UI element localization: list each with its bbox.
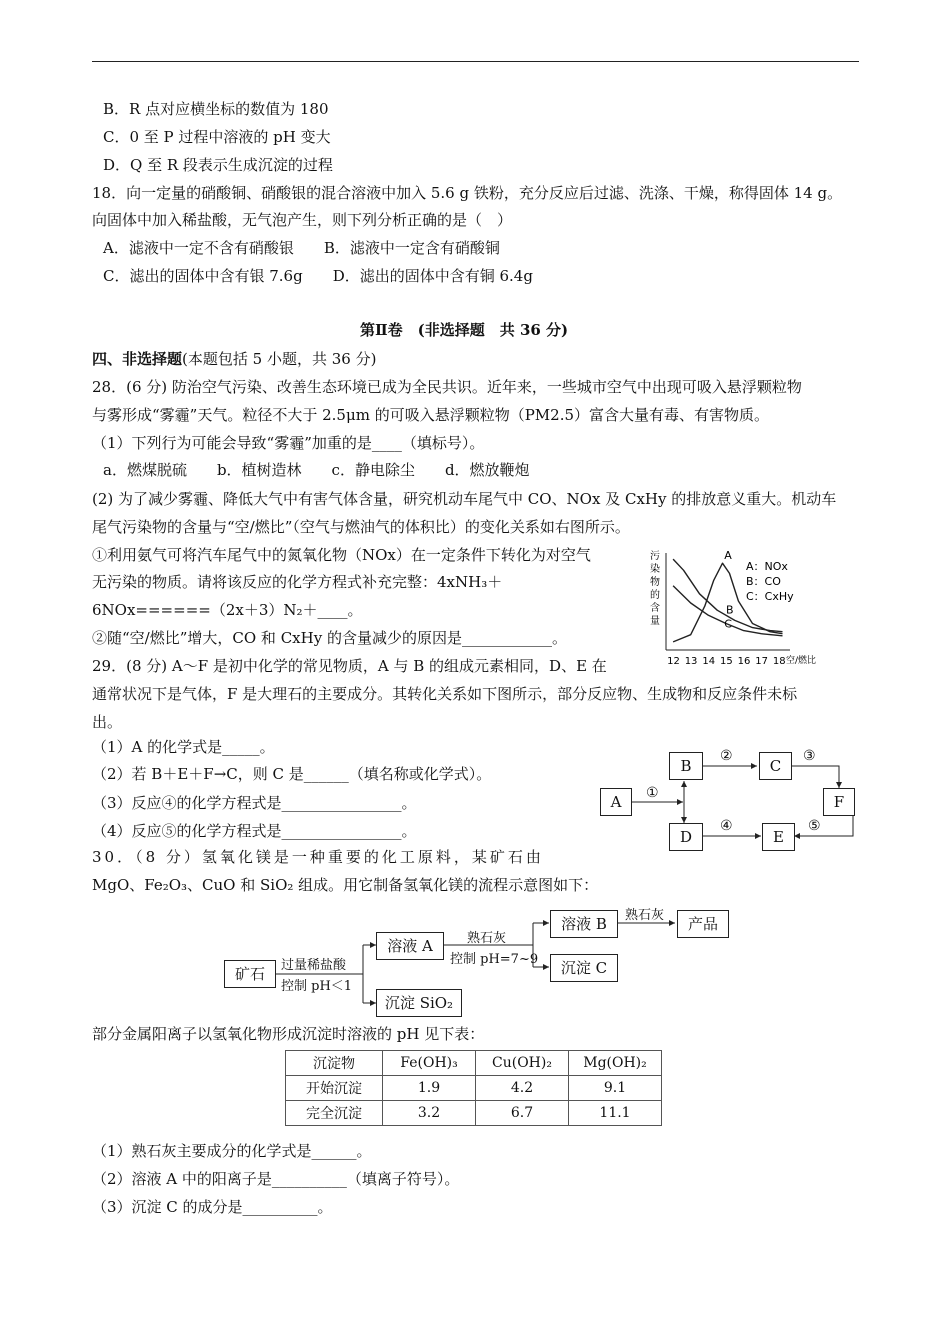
- q29-sub-2: （2）若 B＋E＋F→C，则 C 是______（填名称或化学式）。: [92, 765, 492, 783]
- q28-line-8: 无污染的物质。请将该反应的化学方程式补充完整：4xNH₃＋: [92, 573, 503, 591]
- node-a: A: [600, 788, 632, 816]
- node-e: E: [762, 823, 795, 851]
- chart-ylabel-2: 染: [650, 564, 660, 575]
- q17-option-c: C．0 至 P 过程中溶液的 pH 变大: [103, 128, 331, 146]
- flow-step3-top: 熟石灰: [625, 908, 665, 923]
- ph-cell: 11.1: [569, 1101, 662, 1126]
- q30-table-intro: 部分金属阳离子以氢氧化物形成沉淀时溶液的 pH 见下表：: [92, 1025, 485, 1043]
- q29-line-1: 29．(8 分) A～F 是初中化学的常见物质，A 与 B 的组成元素相同，D、E 在: [92, 657, 607, 675]
- x-tick-label: 14: [702, 656, 716, 667]
- series-label-b: B: [726, 603, 734, 617]
- q18-stem-2: 向固体中加入稀盐酸，无气泡产生，则下列分析正确的是（ ）: [92, 211, 513, 229]
- node-d: D: [669, 823, 703, 851]
- ph-cell: 3.2: [383, 1101, 476, 1126]
- chart-legend-a: A：NOx: [746, 560, 788, 573]
- q28-line-3: （1）下列行为可能会导致“雾霾”加重的是____（填标号）。: [92, 434, 485, 452]
- flow-ore: 矿石: [224, 960, 276, 988]
- q30-line-2: MgO、Fe₂O₃、CuO 和 SiO₂ 组成。用它制备氢氧化镁的流程示意图如下：: [92, 876, 599, 894]
- ph-header-cell: Cu(OH)₂: [476, 1051, 569, 1076]
- ph-cell: 9.1: [569, 1076, 662, 1101]
- ph-header-cell: Mg(OH)₂: [569, 1051, 662, 1076]
- ph-cell: 4.2: [476, 1076, 569, 1101]
- chart-ylabel-3: 物: [650, 577, 660, 588]
- q30-sub-3: （3）沉淀 C 的成分是__________。: [92, 1198, 333, 1216]
- flow-step2-bottom: 控制 pH=7~9: [450, 952, 539, 967]
- part4-heading-row: [92, 349, 376, 369]
- edge-4: ④: [720, 818, 733, 834]
- q17-option-d: D．Q 至 R 段表示生成沉淀的过程: [103, 156, 333, 174]
- q18-options-row2: C．滤出的固体中含有银 7.6g D．滤出的固体中含有铜 6.4g: [103, 267, 533, 285]
- node-f: F: [823, 788, 855, 816]
- flow-step1-bottom: 控制 pH＜1: [281, 979, 353, 994]
- q28-line-6: 尾气污染物的含量与“空/燃比”（空气与燃油气的体积比）的变化关系如右图所示。: [92, 518, 630, 536]
- q29-sub-1: （1）A 的化学式是_____。: [92, 738, 275, 756]
- edge-1: ①: [646, 785, 659, 801]
- node-b: B: [669, 752, 703, 780]
- chart-legend-b: B：CO: [746, 575, 781, 588]
- x-tick-label: 12: [667, 656, 680, 667]
- edge-3: ③: [803, 748, 816, 764]
- flow-solution-b: 溶液 B: [550, 910, 618, 938]
- q29-sub-3: （3）反应④的化学方程式是________________。: [92, 794, 417, 812]
- pollutant-chart: [640, 545, 860, 670]
- q29-line-3: 出。: [92, 713, 123, 731]
- ph-cell: 开始沉淀: [286, 1076, 383, 1101]
- top-rule: [92, 61, 859, 62]
- ph-table: [285, 1050, 662, 1126]
- flow-solution-a: 溶液 A: [376, 932, 444, 960]
- part4-note: (本题包括 5 小题，共 36 分): [182, 350, 377, 368]
- flow-precip-c: 沉淀 C: [550, 954, 618, 982]
- chart-ylabel-1: 污: [650, 551, 660, 562]
- ph-cell: 1.9: [383, 1076, 476, 1101]
- q30-sub-1: （1）熟石灰主要成分的化学式是______。: [92, 1142, 372, 1160]
- q17-option-b: B．R 点对应横坐标的数值为 180: [103, 100, 329, 118]
- chart-xlabel: 空/燃比: [786, 656, 817, 666]
- flow-step1-top: 过量稀盐酸: [281, 958, 347, 973]
- q18-options-row1: A．滤液中一定不含有硝酸银 B．滤液中一定含有硝酸铜: [103, 239, 500, 257]
- q30-sub-2: （2）溶液 A 中的阳离子是__________（填离子符号）。: [92, 1170, 460, 1188]
- flow-precip-sio2: 沉淀 SiO₂: [376, 989, 462, 1017]
- ph-header-cell: Fe(OH)₃: [383, 1051, 476, 1076]
- q29-sub-4: （4）反应⑤的化学方程式是________________。: [92, 822, 417, 840]
- q28-line-7: ①利用氨气可将汽车尾气中的氮氧化物（NOx）在一定条件下转化为对空气: [92, 546, 591, 564]
- chart-ylabel-6: 量: [650, 616, 660, 627]
- q28-line-5: (2) 为了减少雾霾、降低大气中有害气体含量，研究机动车尾气中 CO、NOx 及 CxHy 的排放意义重大。机动车: [92, 490, 837, 508]
- ph-table-row: [286, 1076, 662, 1101]
- part4-heading: 四、非选择题: [92, 350, 183, 368]
- q18-stem-1: 18．向一定量的硝酸铜、硝酸银的混合溶液中加入 5.6 g 铁粉，充分反应后过滤、洗涤、干燥，称得固体 14 g。: [92, 184, 843, 202]
- ph-table-header: [286, 1051, 662, 1076]
- x-tick-label: 16: [737, 656, 751, 667]
- x-tick-label: 17: [755, 656, 769, 667]
- edge-5: ⑤: [808, 818, 821, 834]
- ph-header-cell: 沉淀物: [286, 1051, 383, 1076]
- ph-cell: 完全沉淀: [286, 1101, 383, 1126]
- node-c: C: [759, 752, 792, 780]
- x-tick-label: 15: [720, 656, 733, 667]
- q28-line-2: 与雾形成“雾霾”天气。粒径不大于 2.5μm 的可吸入悬浮颗粒物（PM2.5）富含大量有毒、有害物质。: [92, 406, 770, 424]
- flow-product: 产品: [677, 910, 729, 938]
- q29-line-2: 通常状况下是气体，F 是大理石的主要成分。其转化关系如下图所示，部分反应物、生成物和反应条件未标: [92, 685, 798, 703]
- chart-ylabel-5: 含: [650, 603, 660, 614]
- series-label-c: C: [724, 617, 732, 631]
- ph-cell: 6.7: [476, 1101, 569, 1126]
- q30-line-1: 30．（8 分）氢氧化镁是一种重要的化工原料，某矿石由: [92, 848, 544, 866]
- chart-ylabel-4: 的: [650, 590, 660, 601]
- section-title: 第Ⅱ卷 (非选择题 共 36 分): [360, 321, 569, 339]
- chart-legend-c: C：CxHy: [746, 590, 794, 603]
- ph-table-row: [286, 1101, 662, 1126]
- q28-line-10: ②随“空/燃比”增大，CO 和 CxHy 的含量减少的原因是____________。: [92, 629, 567, 647]
- q28-line-9: 6NOx======（2x＋3）N₂＋____。: [92, 601, 363, 619]
- q28-line-1: 28．(6 分) 防治空气污染、改善生态环境已成为全民共识。近年来，一些城市空气中出现可吸入悬浮颗粒物: [92, 378, 802, 396]
- series-label-a: A: [724, 549, 732, 563]
- x-tick-label: 13: [684, 656, 698, 667]
- flow-step2-top: 熟石灰: [467, 931, 507, 946]
- x-tick-label: 18: [772, 656, 786, 667]
- edge-2: ②: [720, 748, 733, 764]
- q28-line-4: a．燃煤脱硫 b．植树造林 c．静电除尘 d．燃放鞭炮: [103, 461, 530, 479]
